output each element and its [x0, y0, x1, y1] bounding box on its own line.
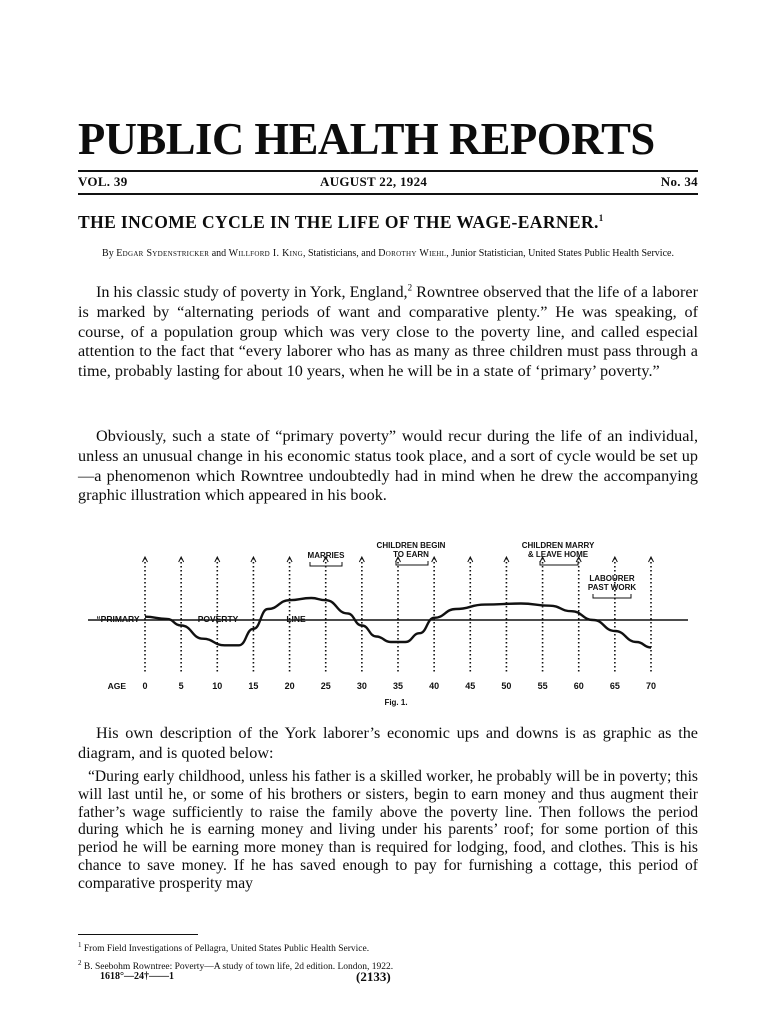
age-tick-40: 40: [429, 681, 440, 691]
axis-label-age: AGE: [107, 681, 126, 691]
age-tick-25: 25: [320, 681, 331, 691]
paragraph-intro-b: Rowntree observed that the life of a laborer is marked by “alternating periods of want and comparative plenty.” He was speaking, of course, of a population group which was very close to the poverty line, and called especial attention to the fact that “every laborer who has as many as three children must pass through a time, probably lasting for about 10 years, when he will be in a state of ‘primary’ poverty.”: [78, 283, 698, 381]
issue-line: [78, 174, 698, 192]
article-title: [78, 212, 698, 233]
printer-signature: 1618°—24†——1: [100, 971, 174, 982]
poverty-line-label-line: LINE: [286, 614, 306, 624]
paragraph-cycle: Obviously, such a state of “primary poverty” would recur during the life of an individual, unless an unusual change in his economic status took place, and a sort of cycle would be set up—a phenomenon which Rowntree undoubtedly had in mind when he drew the accompanying graphic illustration which appeared in his book.: [78, 427, 698, 505]
poverty-line-label-primary: “PRIMARY: [96, 614, 140, 624]
event-children-marry: CHILDREN MARRY: [521, 541, 595, 550]
byline: [78, 247, 698, 260]
footnote-rule: [78, 934, 198, 935]
age-tick-10: 10: [212, 681, 223, 691]
header-rule-top: [78, 170, 698, 172]
author-king: Willford I. King: [228, 248, 303, 259]
paragraph-intro: [78, 283, 698, 382]
age-tick-45: 45: [465, 681, 476, 691]
byline-and: and: [211, 248, 227, 259]
paragraph-description: His own description of the York laborer’s economic ups and downs is as graphic as the diagram, and is quoted below:: [78, 724, 698, 762]
byline-prefix: By: [102, 248, 114, 259]
age-tick-70: 70: [645, 681, 657, 691]
event-labourer: LABOURER: [589, 574, 635, 583]
byline-role-statisticians: , Statisticians, and: [302, 248, 376, 259]
byline-role-junior: , Junior Statistician, United States Public Health Service.: [446, 248, 674, 259]
age-tick-0: 0: [142, 681, 148, 691]
footnote-1-text: From Field Investigations of Pellagra, United States Public Health Service.: [83, 944, 370, 955]
age-tick-5: 5: [178, 681, 184, 691]
author-wiehl: Dorothy Wiehl: [378, 248, 447, 259]
age-tick-60: 60: [573, 681, 584, 691]
footnote-mark-2: 2: [407, 282, 413, 293]
bracket-children-marry: [540, 561, 578, 565]
issue-number: No. 34: [660, 174, 698, 189]
article-title-footnote-mark: 1: [598, 213, 604, 224]
poverty-line-label-poverty: POVERTY: [197, 614, 239, 624]
age-tick-20: 20: [284, 681, 295, 691]
event-children-begin: CHILDREN BEGIN: [376, 541, 446, 550]
rowntree-poverty-cycle-chart: [78, 538, 698, 708]
footnote-2-mark: 2: [78, 959, 82, 968]
article-title-text: THE INCOME CYCLE IN THE LIFE OF THE WAGE-EARNER.: [78, 212, 599, 232]
age-tick-35: 35: [392, 681, 404, 691]
event-past-work: PAST WORK: [587, 583, 637, 592]
issue-date: AUGUST 22, 1924: [320, 174, 428, 189]
journal-title: PUBLIC HEALTH REPORTS: [78, 113, 655, 164]
author-sydenstricker: Edgar Sydenstricker: [116, 248, 210, 259]
age-tick-65: 65: [609, 681, 620, 691]
age-tick-50: 50: [501, 681, 512, 691]
age-tick-55: 55: [537, 681, 548, 691]
event-marries: MARRIES: [307, 551, 345, 560]
header-rule-bottom: [78, 193, 698, 195]
volume-label: VOL. 39: [78, 174, 128, 189]
footnote-1: [78, 938, 698, 956]
paragraph-intro-a: In his classic study of poverty in York, England,: [96, 283, 408, 301]
event-to-earn: TO EARN: [393, 550, 429, 559]
footnote-2-text: B. Seebohm Rowntree: Poverty—A study of town life, 2d edition. London, 1922.: [83, 962, 394, 973]
event-leave-home: & LEAVE HOME: [527, 550, 589, 559]
figure-caption: Fig. 1.: [384, 698, 408, 707]
footnote-1-mark: 1: [78, 941, 82, 949]
page-number: (2133): [356, 969, 391, 984]
age-tick-30: 30: [356, 681, 367, 691]
age-tick-15: 15: [248, 681, 259, 691]
rowntree-quote: “During early childhood, unless his father is a skilled worker, he probably will be in poverty; this will last until he, or some of his brothers or sisters, begin to earn money and thus augment their father’s wage sufficiently to raise the family above the poverty line. Then follows the period during which he is earning money and living under his parents’ roof; for some portion of this period he will be earning more money than is required for lodging, food, and clothes. This is his chance to save money. If he has saved enough to pay for furnishing a cottage, this period of comparative prosperity may: [78, 768, 698, 892]
bracket-past-work: [593, 594, 631, 598]
